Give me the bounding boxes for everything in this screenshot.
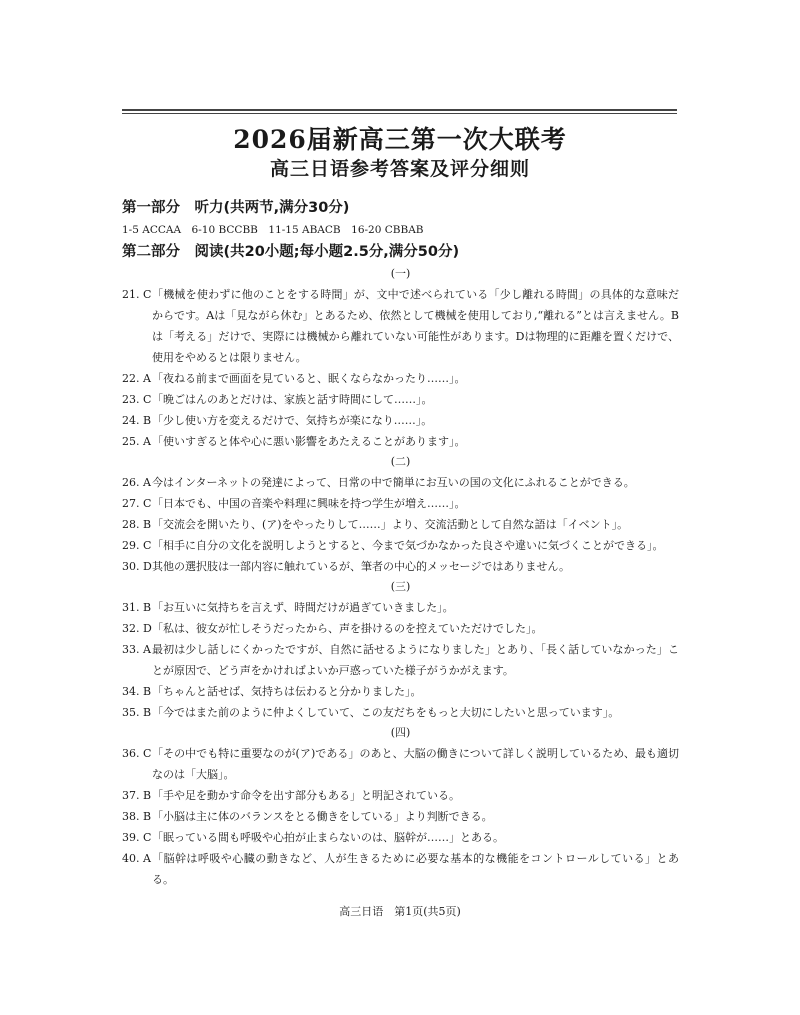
answer-explanation: 「眠っている間も呼吸や心拍が止まらないのは、脳幹が……」とある。 bbox=[152, 831, 504, 844]
answer-number: 26. A bbox=[122, 476, 151, 489]
page-footer: 高三日语 第1页(共5页) bbox=[339, 905, 461, 918]
top-rule bbox=[122, 109, 677, 111]
answer-number: 38. B bbox=[122, 810, 152, 823]
answer-explanation: 「日本でも、中国の音楽や料理に興味を持つ学生が増え……」。 bbox=[152, 497, 466, 510]
answer-number: 31. B bbox=[122, 601, 152, 614]
answer-explanation: 「相手に自分の文化を説明しようとすると、今まで気づかなかった良さや違いに気づくことができる」。 bbox=[152, 539, 664, 552]
answer-explanation: 其他の選択肢は一部内容に触れているが、筆者の中心的メッセージではありません。 bbox=[152, 560, 570, 573]
answer-number: 33. A bbox=[122, 643, 151, 656]
answer-explanation: 「その中でも特に重要なのが(ア)である」のあと、大脳の働きについて詳しく説明しているため、最も適切なのは「大脳」。 bbox=[152, 747, 679, 781]
answer-explanation: 「小脳は主に体のバランスをとる働きをしている」より判断できる。 bbox=[152, 810, 493, 823]
answer-content bbox=[122, 196, 679, 890]
answer-item bbox=[122, 410, 679, 431]
answer-explanation: 「晩ごはんのあとだけは、家族と話す時間にして……」。 bbox=[152, 393, 433, 406]
answer-explanation: 今はインターネットの発達によって、日常の中で簡単にお互いの国の文化にふれることができる。 bbox=[152, 476, 635, 489]
listening-answer-keys: 1-5 ACCAA 6-10 BCCBB 11-15 ABACB 16-20 CBBAB bbox=[122, 224, 424, 236]
part2-heading: 第二部分 阅读(共20小题;每小题2.5分,满分50分) bbox=[122, 244, 460, 260]
answer-number: 28. B bbox=[122, 518, 152, 531]
section-label: (二) bbox=[390, 455, 411, 468]
answer-item bbox=[122, 472, 679, 493]
answer-item bbox=[122, 493, 679, 514]
answer-explanation: 「夜ねる前まで画面を見ていると、眠くならなかったり……」。 bbox=[152, 372, 466, 385]
answer-explanation: 「今ではまた前のように仲よくしていて、この友だちをもっと大切にしたいと思っています」。 bbox=[152, 706, 620, 719]
section-label: (三) bbox=[390, 580, 411, 593]
answer-number: 25. A bbox=[122, 435, 151, 448]
answer-number: 29. C bbox=[122, 539, 152, 552]
answer-explanation: 「少し使い方を変えるだけで、気持ちが楽になり……」。 bbox=[152, 414, 433, 427]
answer-number: 24. B bbox=[122, 414, 152, 427]
answer-item bbox=[122, 827, 679, 848]
answer-explanation: 「脳幹は呼吸や心臓の動きなど、人が生きるために必要な基本的な機能をコントロールしている」とある。 bbox=[152, 852, 679, 886]
answer-item bbox=[122, 848, 679, 890]
top-rule-thin bbox=[122, 113, 677, 114]
answer-item bbox=[122, 785, 679, 806]
answer-number: 21. C bbox=[122, 288, 152, 301]
answer-number: 37. B bbox=[122, 789, 152, 802]
answer-item bbox=[122, 681, 679, 702]
answer-item bbox=[122, 639, 679, 681]
answer-item bbox=[122, 535, 679, 556]
answer-explanation: 「交流会を開いたり、(ア)をやったりして……」より、交流活動として自然な語は「イベント」。 bbox=[152, 518, 629, 531]
answer-explanation: 「ちゃんと話せば、気持ちは伝わると分かりました」。 bbox=[152, 685, 422, 698]
answer-item bbox=[122, 556, 679, 577]
answer-number: 35. B bbox=[122, 706, 152, 719]
answer-explanation: 「機械を使わずに他のことをする時間」が、文中で述べられている「少し離れる時間」の具体的な意味だからです。Aは「見ながら休む」とあるため、依然として機械を使用しており,“離れる”とは言えません。Bは「考える」だけで、実際には機械から離れていない可能性があります。Dは物理的に距離を置くだけで、使用をやめるとは限りません。 bbox=[152, 288, 679, 364]
answer-explanation: 「お互いに気持ちを言えず、時間だけが過ぎていきました」。 bbox=[152, 601, 454, 614]
answer-explanation: 「手や足を動かす命令を出す部分もある」と明記されている。 bbox=[152, 789, 460, 802]
part1-heading: 第一部分 听力(共两节,满分30分) bbox=[122, 200, 350, 216]
answer-number: 23. C bbox=[122, 393, 152, 406]
answer-explanation: 「私は、彼女が忙しそうだったから、声を掛けるのを控えていただけでした」。 bbox=[152, 622, 543, 635]
answer-item bbox=[122, 702, 679, 723]
answer-number: 34. B bbox=[122, 685, 152, 698]
answer-item bbox=[122, 368, 679, 389]
section-label: (四) bbox=[390, 726, 411, 739]
answer-item bbox=[122, 806, 679, 827]
answer-number: 32. D bbox=[122, 622, 152, 635]
answer-item bbox=[122, 514, 679, 535]
page-subtitle: 高三日语参考答案及评分细则 bbox=[269, 158, 530, 180]
answer-number: 30. D bbox=[122, 560, 152, 573]
answer-item bbox=[122, 743, 679, 785]
section-label: (一) bbox=[390, 267, 411, 280]
answer-item bbox=[122, 389, 679, 410]
answer-number: 36. C bbox=[122, 747, 152, 760]
answer-item bbox=[122, 618, 679, 639]
answer-explanation: 最初は少し話しにくかったですが、自然に話せるようになりました」とあり、「長く話していなかった」ことが原因で、どう声をかければよいか戸惑っていた様子がうかがえます。 bbox=[152, 643, 679, 677]
answer-number: 39. C bbox=[122, 831, 152, 844]
answer-item bbox=[122, 431, 679, 452]
answer-item bbox=[122, 597, 679, 618]
answer-explanation: 「使いすぎると体や心に悪い影響をあたえることがあります」。 bbox=[152, 435, 466, 448]
page-title: 2026届新高三第一次大联考 bbox=[233, 125, 567, 154]
answer-number: 22. A bbox=[122, 372, 151, 385]
answer-number: 40. A bbox=[122, 852, 151, 865]
answer-number: 27. C bbox=[122, 497, 152, 510]
answer-item bbox=[122, 284, 679, 368]
